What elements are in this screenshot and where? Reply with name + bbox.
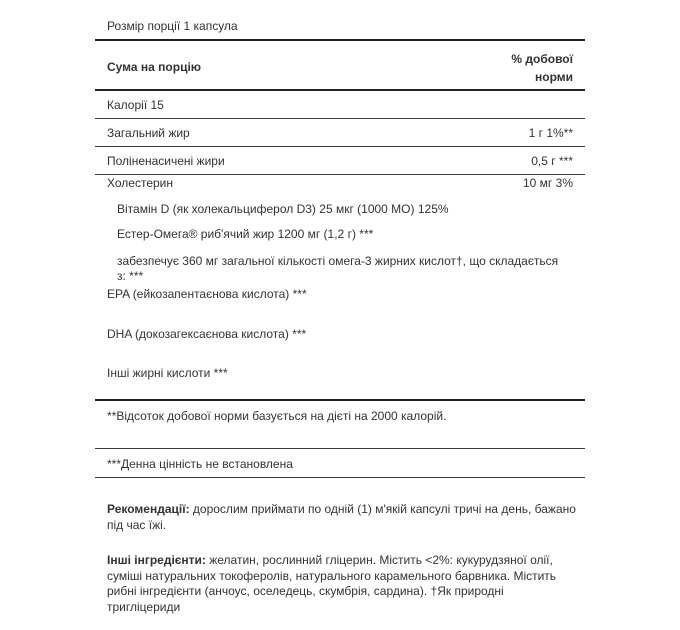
amount-per-serving-header: Сума на порцію [107,60,202,74]
calories: Калорії 15 [107,98,164,112]
recommendations [107,502,577,533]
calories-row [95,91,585,119]
footnote-not-established-text: ***Денна цінність не встановлена [107,457,293,471]
polyunsaturated-fat-label: Поліненасичені жири [107,154,225,168]
vitamin-d: Вітамін D (як холекальциферол D3) 25 мкг (1000 МО) 125% [117,202,449,216]
daily-value-header-line1: % добової [511,52,573,66]
other-ingredients-label: Інші інгредієнти: [107,553,206,567]
total-fat-value: 1 г 1%** [528,126,573,140]
total-fat-label: Загальний жир [107,126,190,140]
nutrient-details-block [95,175,585,401]
dha: DHA (докозагексаєнова кислота) *** [107,327,307,341]
recommendations-text: дорослим приймати по одній (1) м'якій капсулі тричі на день, бажано під час їжі. [107,502,576,532]
polyunsaturated-fat-value: 0,5 г *** [531,154,573,168]
omega3-provides: забезпечує 360 мг загальної кількості омега-3 жирних кислот†, що складається з: *** [117,254,559,283]
supplement-facts-table [95,10,585,478]
footnote-not-established [95,449,585,478]
other-ingredients-text: желатин, рослинний гліцерин. Містить <2%: кукурудзяної олії, суміші натуральних токоферолів, натурального карамельного барвника. Містить рибні інгредієнти (анчоус, оселедець, скумбрія, сардина). †Як природні тригліцериди [107,553,557,614]
table-header-row [95,41,585,91]
serving-size: Розмір порції 1 капсула [107,19,238,33]
total-fat-row [95,119,585,147]
serving-size-row [95,10,585,41]
other-ingredients [107,553,577,615]
cholesterol-value: 10 мг 3% [523,176,573,190]
ester-omega: Естер-Омега® риб'ячий жир 1200 мг (1,2 г) *** [117,227,374,241]
recommendations-label: Рекомендації: [107,502,190,516]
other-fatty-acids: Інші жирні кислоти *** [107,366,228,380]
footnote-daily-value-text: **Відсоток добової норми базується на дієті на 2000 калорій. [107,409,447,423]
polyunsaturated-fat-row [95,147,585,175]
cholesterol-label: Холестерин [107,176,173,190]
daily-value-header-line2: норми [534,70,573,84]
epa: EPA (ейкозапентаєнова кислота) *** [107,287,307,301]
footnote-daily-value [95,401,585,449]
daily-value-header [511,50,573,86]
